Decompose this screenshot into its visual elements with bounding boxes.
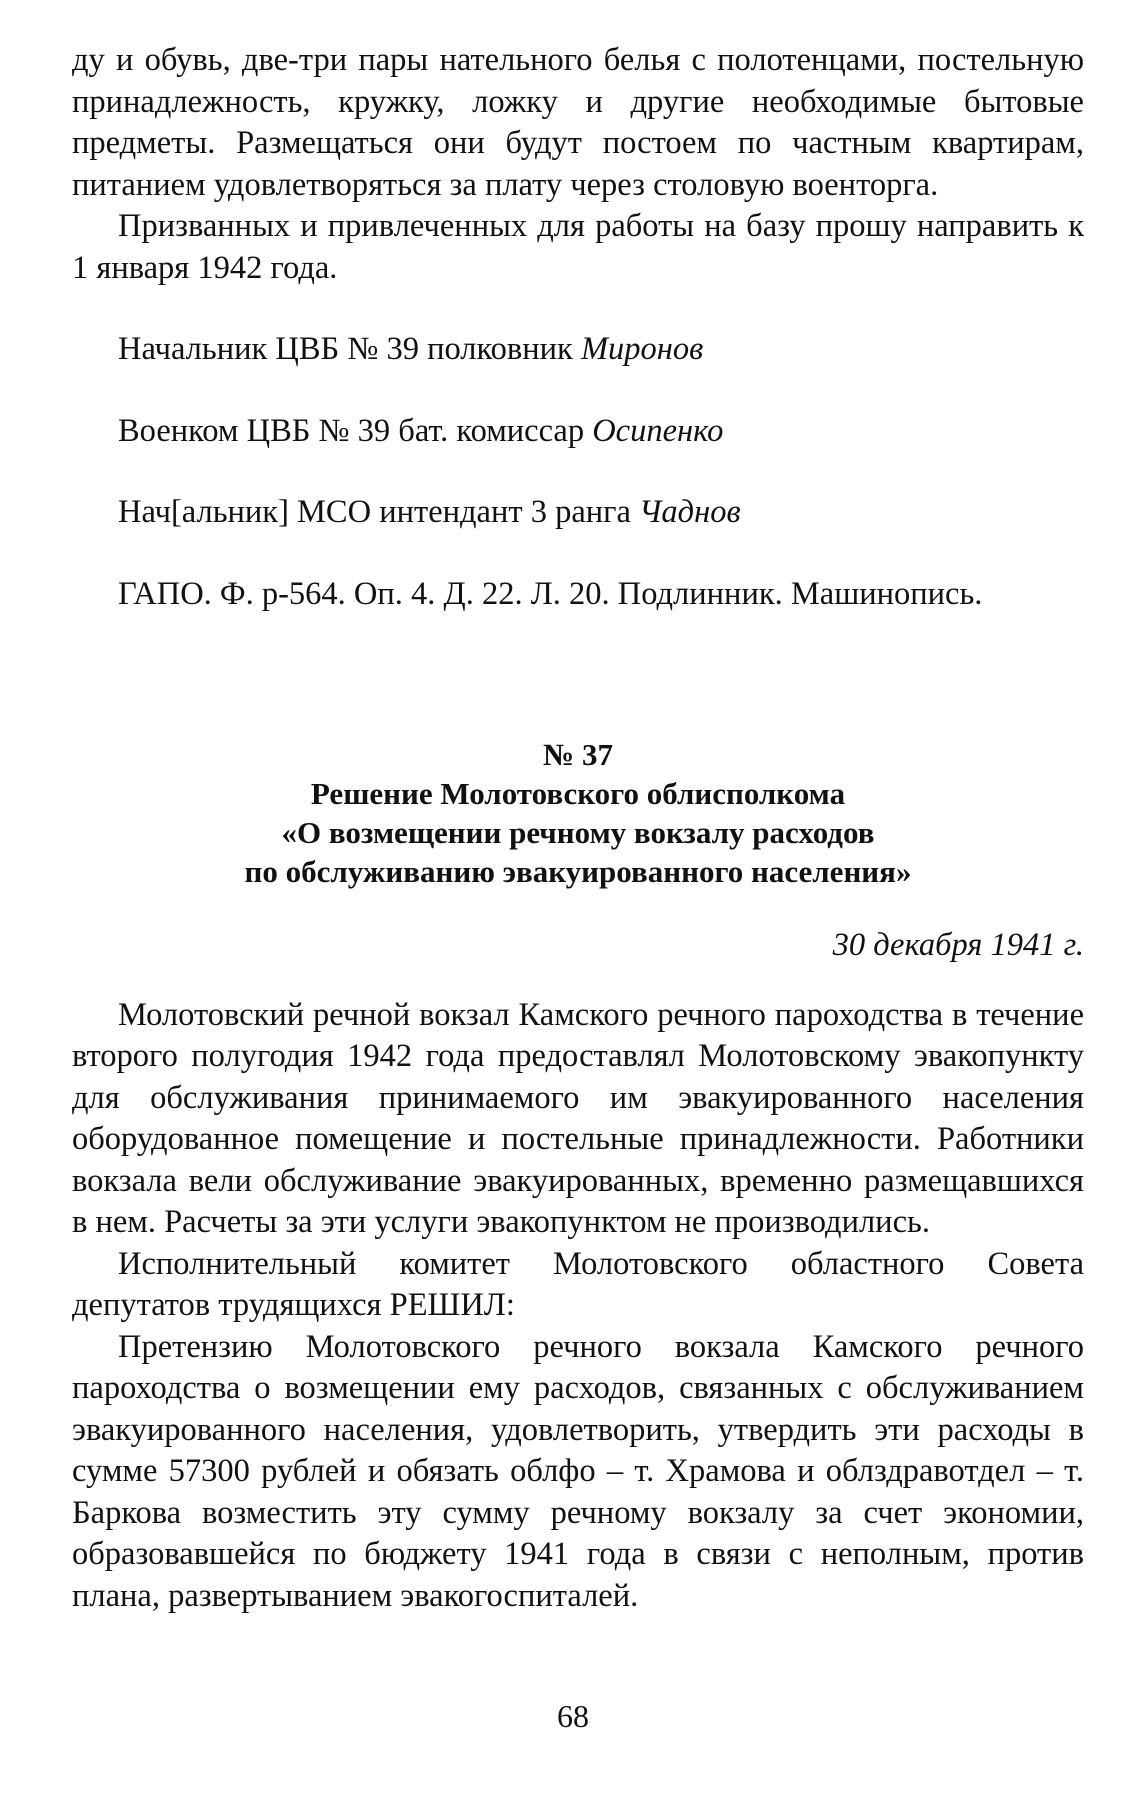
- signature-2: [118, 411, 1084, 453]
- signature-name: Осипенко: [592, 412, 724, 449]
- document-number: № 37: [543, 737, 613, 772]
- body-paragraph-3: Претензию Молотовского речного вокзала Камского речного пароходства о возмещении ему расходов, связанных с обслуживанием эвакуированного населения, удовлетворить, утвердить эти расходы в сумме 57300 рублей и обязать облфо – т. Храмова и облздравотдел – т. Баркова возместить эту сумму речному вокзалу за счет экономии, образовавшейся по бюджету 1941 года в связи с неполным, против плана, развертыванием эвакогоспиталей.: [72, 1328, 1084, 1614]
- page-number: 68: [557, 1698, 589, 1734]
- intro-paragraph-2: Призванных и привлеченных для работы на базу прошу направить к 1 января 1942 года.: [72, 208, 1084, 286]
- document-body: [72, 995, 1084, 1618]
- archive-reference: ГАПО. Ф. р-564. Оп. 4. Д. 22. Л. 20. Подлинник. Машинопись.: [118, 575, 983, 612]
- signature-1: [118, 329, 1084, 371]
- signature-name: Чаднов: [639, 494, 741, 530]
- page: [72, 40, 1084, 1617]
- signature-title: Военком ЦВБ № 39 бат. комиссар: [118, 412, 593, 449]
- body-paragraph-1: Молотовский речной вокзал Камского речного пароходства в течение второго полугодия 1942 года предоставлял Молотовскому эвакопункту для обслуживания принимаемого им эвакуированного населения оборудованное помещение и постельные принадлежности. Работники вокзала вели обслуживание эвакуированных, временно размещавшихся в нем. Расчеты за эти услуги эвакопунктом не производились.: [72, 996, 1084, 1240]
- signature-name: Миронов: [580, 331, 704, 367]
- signature-3: [118, 492, 1084, 534]
- intro-paragraph-1: ду и обувь, две-три пары нательного белья с полотенцами, постельную принадлежность, кружку, ложку и другие необходимые бытовые предметы. Размещаться они будут постоем по частным квартирам, питанием удовлетворяться за плату через столовую военторга.: [72, 42, 1084, 203]
- document-title-line-2: «О возмещении речному вокзалу расходов: [281, 815, 875, 850]
- document-heading: [72, 735, 1084, 891]
- signature-title: Начальник ЦВБ № 39 полковник: [118, 331, 581, 367]
- document-title-line-1: Решение Молотовского облисполкома: [310, 776, 846, 811]
- document-title-line-3: по обслуживанию эвакуированного населения»: [244, 854, 912, 889]
- signature-title: Нач[альник] МСО интендант 3 ранга: [118, 494, 640, 530]
- document-date: 30 декабря 1941 г.: [832, 927, 1084, 963]
- body-paragraph-2: Исполнительный комитет Молотовского областного Совета депутатов трудящихся РЕШИЛ:: [72, 1245, 1084, 1323]
